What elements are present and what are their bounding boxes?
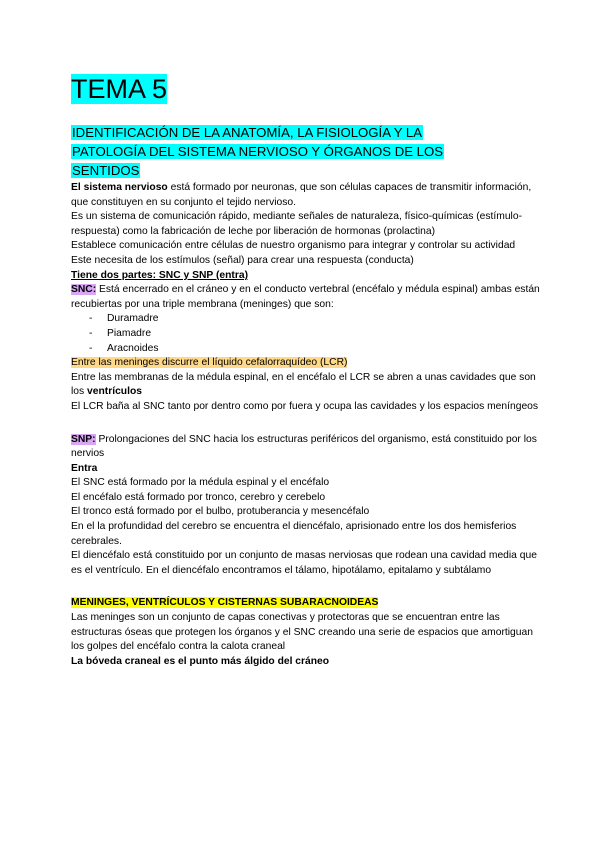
subtitle-line-3: SENTIDOS [72,163,140,178]
document-body [71,181,541,669]
meninges-list [71,312,541,356]
paragraph-lcr: El LCR baña al SNC tanto por dentro como por fuera y ocupa las cavidades y los espacios meníngeos [71,400,539,412]
paragraph-snc [71,283,541,312]
paragraph-diencefalo-1: En el la profundidad del cerebro se encuentra el diencéfalo, aprisionado entre los dos hemisferios cerebrales. [71,521,517,547]
subtitle-line-1: IDENTIFICACIÓN DE LA ANATOMÍA, LA FISIOLOGÍA Y LA [72,125,423,140]
ventriculos-text: Entre las membranas de la médula espinal, en el encéfalo el LCR se abren a unas cavidades que son los [71,371,536,398]
paragraph-encefalo: El encéfalo está formado por tronco, cerebro y cerebelo [71,491,326,503]
entra-label: Entra [71,462,98,474]
paragraph-snp [71,433,541,462]
paragraph-comunicacion: Es un sistema de comunicación rápido, mediante señales de naturaleza, físico-químicas (estímulo-respuesta) como la fabricación de leche por liberación de hormonas (prolactina) [71,211,522,237]
parts-heading: Tiene dos partes: SNC y SNP (entra) [71,269,249,281]
paragraph-sistema-nervioso [71,181,541,210]
term-sistema-nervioso: El sistema nervioso [71,182,168,193]
section-heading-text: MENINGES, VENTRÍCULOS Y CISTERNAS SUBARACNOIDEAS [71,597,379,609]
snp-label: SNP: [71,433,96,445]
page-title [71,74,167,104]
paragraph-lcr-highlight [71,356,541,371]
section-heading-meninges [71,596,541,611]
spacer [71,415,541,433]
list-item: - Piamadre [89,327,541,342]
paragraph-ventriculos [71,371,541,400]
paragraph-boveda: La bóveda craneal es el punto más álgido del cráneo [71,655,330,667]
lcr-highlight-text: Entre las meninges discurre el líquido cefalorraquídeo (LCR) [71,357,348,369]
paragraph-snc-formado: El SNC está formado por la médula espinal y el encéfalo [71,477,330,489]
page-title-text: TEMA 5 [71,74,168,104]
page-subtitle [71,123,531,180]
paragraph-establece: Establece comunicación entre células de nuestro organismo para integrar y controlar su actividad [71,240,516,252]
paragraph-text: está formado por neuronas, que son células capaces de transmitir información, que constituyen en su conjunto el tejido nervioso. [71,182,532,208]
paragraph-meninges: Las meninges son un conjunto de capas conectivas y protectoras que se encuentran entre las estructuras óseas que protegen los órganos y el SNC creando una serie de espacios que amortiguan los golpes del encéfalo contra la calota craneal [71,612,533,653]
snc-text: Está encerrado en el cráneo y en el conducto vertebral (encéfalo y médula espinal) ambas están recubiertas por una triple membrana (meninges) que son: [71,284,540,310]
snc-label: SNC: [71,284,97,296]
subtitle-line-2: PATOLOGÍA DEL SISTEMA NERVIOSO Y ÓRGANOS DE LOS [72,144,444,159]
snp-text: Prolongaciones del SNC hacia los estructuras periféricos del organismo, está constituido por los nervios [71,433,537,460]
list-item: - Duramadre [89,312,541,327]
spacer [71,578,541,596]
paragraph-diencefalo-2: El diencéfalo está constituido por un conjunto de masas nerviosas que rodean una cavidad media que es el ventrículo. En el diencéfalo encontramos el tálamo, hipotálamo, epitalamo y subtálamo [71,550,537,576]
list-item: - Aracnoides [89,342,541,357]
term-ventriculos: ventrículos [87,386,142,398]
paragraph-tronco: El tronco está formado por el bulbo, protuberancia y mesencéfalo [71,506,370,518]
paragraph-estimulos: Este necesita de los estímulos (señal) para crear una respuesta (conducta) [71,254,414,266]
